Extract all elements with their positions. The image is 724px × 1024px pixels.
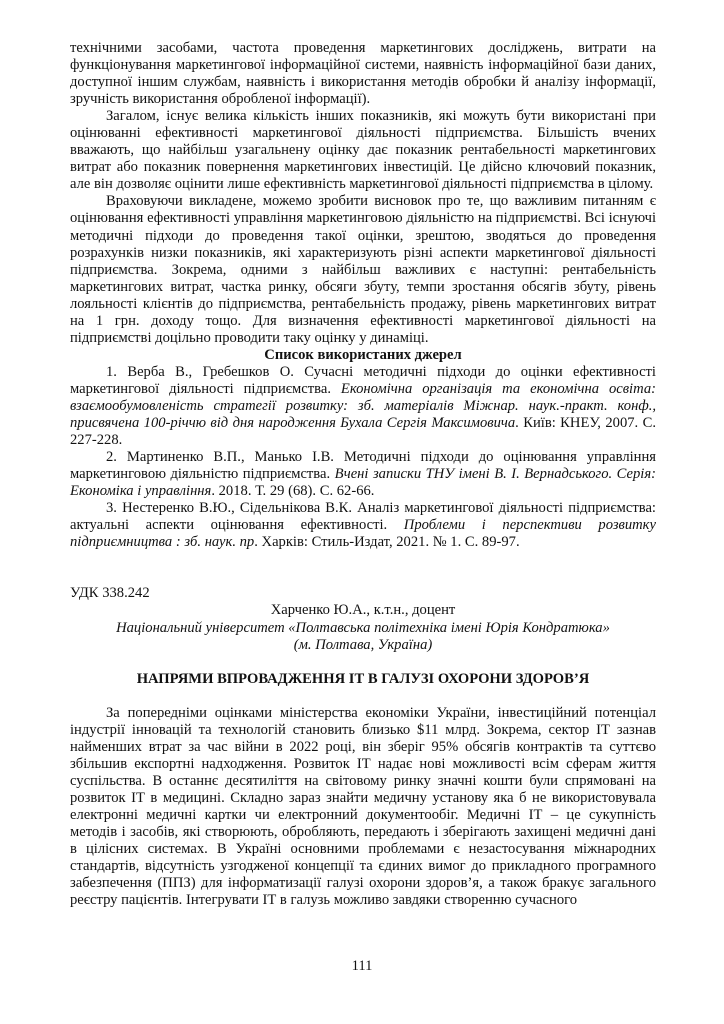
reference-authors-title: Нестеренко В.Ю., Сідельнікова В.К. Аналіз маркетингової діяльності підприємства: актуальні аспекти оцінювання ефективності. (70, 500, 656, 534)
reference-details: . Харків: Стиль-Издат, 2021. № 1. С. 89-97. (254, 534, 520, 551)
references-heading: Список використаних джерел (264, 346, 462, 363)
reference-details: . Київ: КНЕУ, 2007. С. 227-228. (70, 415, 656, 449)
article-location: (м. Полтава, Україна) (293, 636, 433, 653)
body-paragraph: Враховуючи викладене, можемо зробити висновок про те, що важливим питанням є оцінювання ефективності управління маркетинговою діяльністю на підприємстві. Всі існуючі методичні підходи до проведення такої оцінки, зрештою, зводяться до проведення розрахунків низки показників, які характеризують різні аспекти маркетингової діяльності підприємства. Зокрема, одними з найбільш важливих є наступні: рентабельність маркетингових витрат, частка ринку, обсяги збуту, темпи зростання обсягів збуту, рівень лояльності клієнтів до підприємства, рентабельність продажу, рівень маркетингових витрат на 1 грн. доходу тощо. Для визначення ефективності маркетингової діяльності на підприємстві доцільно проводити таку оцінку у динаміці. (70, 193, 656, 346)
title-spacer (70, 654, 656, 671)
udc-code: УДК 338.242 (70, 585, 150, 602)
reference-authors-title: Мартиненко В.П., Манько І.В. Методичні підходи до оцінювання управління маркетинговою діяльністю підприємства. (70, 449, 657, 483)
body-paragraph: Загалом, існує велика кількість інших показників, які можуть бути використані при оцінюванні ефективності маркетингової діяльності підприємства. Більшість вчених вважають, що найбільш узагальнену оцінку дає показник рентабельності маркетингових витрат або показник повернення маркетингових інвестицій. Це дійсно ключовий показник, але він дозволяє оцінити лише ефективність маркетингової діяльності підприємства в цілому. (70, 108, 656, 193)
reference-authors-title: Верба В., Гребешков О. Сучасні методичні підходи до оцінки ефективності маркетингової діяльності підприємства. (70, 363, 656, 397)
reference-source: Проблеми і перспективи розвитку підприємництва : зб. наук. пр (70, 517, 656, 551)
document-page (70, 40, 656, 909)
section-spacer (70, 551, 656, 585)
reference-number: 1. (106, 363, 117, 380)
reference-source: Вчені записки ТНУ імені В. І. Вернадського. Серія: Економіка і управління (70, 466, 656, 500)
continuation-paragraph: технічними засобами, частота проведення маркетингових досліджень, витрати на функціонування маркетингової інформаційної системи, наявність інформаційної бази даних, доступної іншим службам, наявність і використання методів обробки й аналізу інформації, зручність використання обробленої інформації). (70, 40, 656, 108)
article-body-paragraph: За попередніми оцінками міністерства економіки України, інвестиційний потенціал індустрії інновацій та технологій становить близько $11 млрд. Зокрема, сектор ІТ зазнав найменших втрат за час війни в 2022 році, він зберіг 95% обсягів контрактів та суттєво збільшив експортні надходження. Розвиток ІТ надає нові можливості всім сферам життя суспільства. В останнє десятиліття на світовому ринку значні кошти були спрямовані на розвиток ІТ в медицині. Складно зараз знайти медичну установу яка б не використовувала електронні медичні картки чи електронний документообіг. Медичні ІТ – це сукупність методів і засобів, які створюють, обробляють, передають і зберігають захищені медичні дані в цілісних системах. В Україні основними проблемами є незастосування міжнародних стандартів, відсутність узгодженої концепції та єдиних вимог до прикладного програмного забезпечення (ППЗ) для інформатизації галузі охорони здоров’я, а також бракує загального реєстру пацієнтів. Інтегрувати ІТ в галузь можливо завдяки створенню сучасного (70, 704, 656, 909)
reference-item (70, 449, 656, 500)
reference-item (70, 500, 656, 551)
body-spacer (70, 688, 656, 705)
reference-number: 3. (106, 500, 117, 517)
article-title: НАПРЯМИ ВПРОВАДЖЕННЯ ІТ В ГАЛУЗІ ОХОРОНИ ЗДОРОВ’Я (136, 670, 590, 687)
page-number: 111 (351, 958, 373, 974)
reference-source: Економічна організація та економічна освіта: взаємообумовленість стратегії розвитку: зб. матеріалів Міжнар. наук.-практ. конф., присвячена 100-річчю від дня народження Бухала Сергія Максимовича (70, 380, 656, 432)
reference-item (70, 364, 656, 449)
reference-number: 2. (106, 449, 117, 466)
article-affiliation: Національний університет «Полтавська політехніка імені Юрія Кондратюка» (116, 619, 610, 636)
article-author: Харченко Ю.А., к.т.н., доцент (270, 602, 456, 619)
reference-details: . 2018. Т. 29 (68). С. 62-66. (211, 483, 375, 500)
